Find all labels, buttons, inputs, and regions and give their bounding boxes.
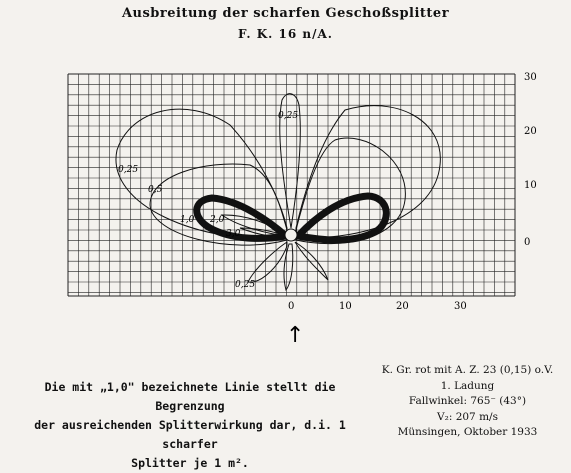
info-line-5: Münsingen, Oktober 1933 [397, 426, 538, 438]
test-info [370, 363, 565, 441]
diagram-title: Ausbreitung der scharfen Geschoßsplitter [121, 6, 450, 21]
impact-point [285, 229, 297, 241]
label-025-left: 0,25 [118, 165, 139, 175]
x-axis-ticks [288, 301, 467, 312]
x-tick-label: 10 [339, 301, 352, 312]
impact-arrow-icon: ↑ [286, 323, 305, 348]
info-line-2: 1. Ladung [440, 379, 495, 392]
label-05: 0,5 [148, 185, 163, 195]
label-20: 2,0 [210, 215, 225, 225]
note-line-2: der ausreichenden Splitterwirkung dar, d.i. 1 scharfer [34, 418, 346, 451]
x-tick-label: 30 [454, 301, 467, 312]
label-10: 1,0 [180, 215, 195, 225]
contour-05-right [296, 138, 405, 244]
y-tick-label: 30 [524, 72, 537, 83]
note-line-1: Die mit „1,0" bezeichnete Linie stellt die Begrenzung [44, 380, 336, 413]
label-025-bottom: 0,25 [235, 280, 256, 290]
info-line-3: Fallwinkel: 765⁻ (43°) [408, 395, 527, 407]
grid [68, 74, 515, 296]
info-line-1: K. Gr. rot mit A. Z. 23 (0,15) o.V. [381, 364, 554, 376]
label-30: 3,0 [226, 229, 241, 239]
y-tick-label: 20 [524, 126, 537, 137]
y-tick-label: 10 [524, 180, 537, 191]
explanation-note [20, 378, 360, 473]
y-axis-ticks [524, 72, 537, 248]
y-tick-label: 0 [524, 237, 531, 248]
contour-10-right [298, 196, 386, 240]
x-tick-label: 20 [396, 301, 409, 312]
x-tick-label: 0 [288, 301, 295, 312]
contour-025-bottom-left [248, 242, 287, 282]
label-025-top: 0,25 [278, 111, 299, 121]
diagram-subtitle: F. K. 16 n/A. [238, 27, 333, 41]
info-line-4: V₂: 207 m/s [437, 410, 498, 423]
note-line-3: Splitter je 1 m². [131, 456, 249, 470]
